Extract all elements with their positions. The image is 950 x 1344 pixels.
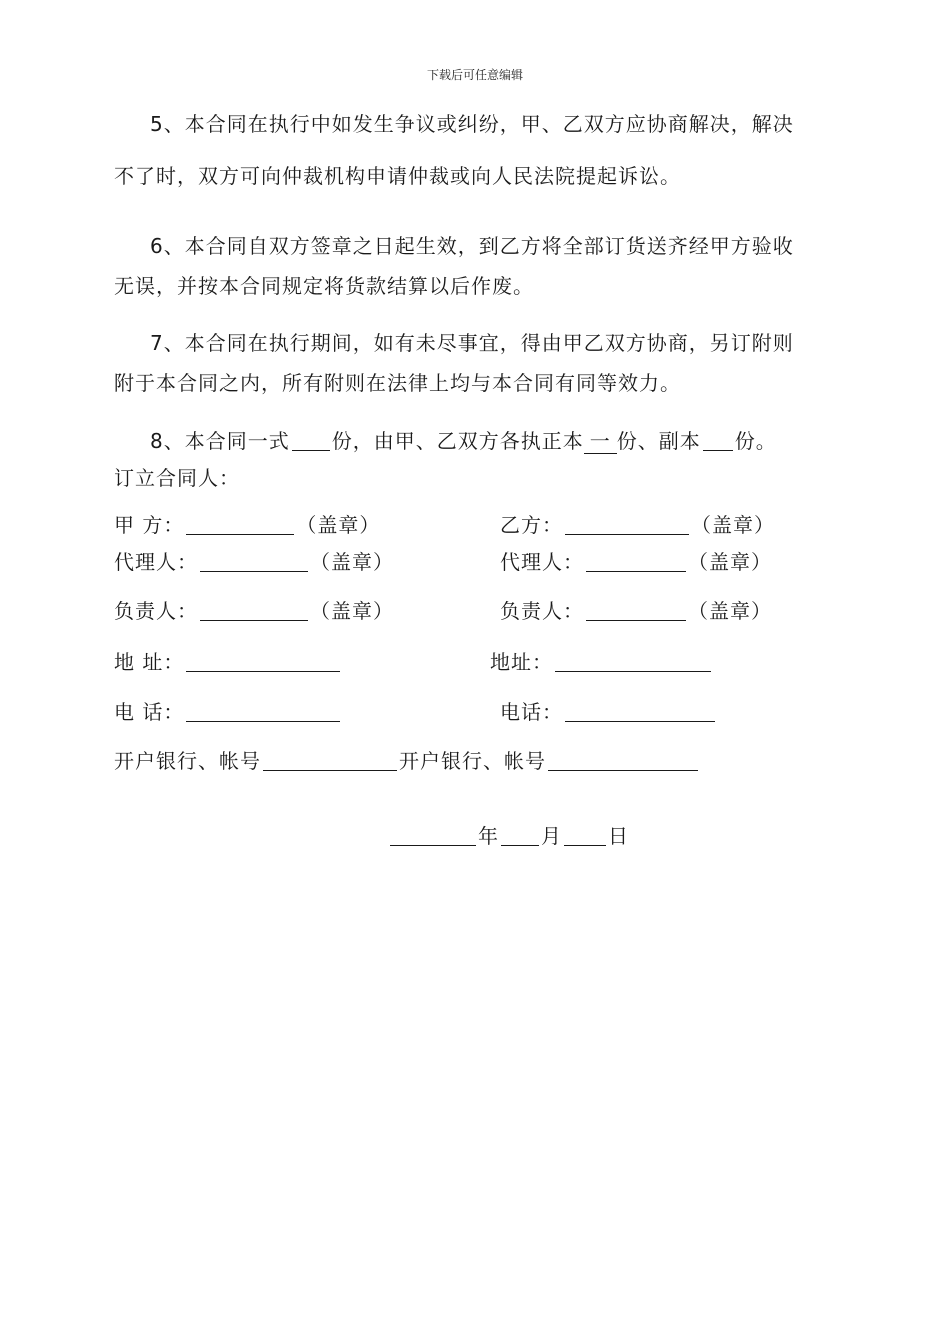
page-header: 下载后可任意编辑 [426,68,523,82]
party-a-address-row [114,646,342,675]
party-b-name-label: 乙方： [500,513,563,537]
party-a-address-label: 地 址： [114,650,185,674]
clause-8-part-2: 份，由甲、乙双方各执正本 [331,429,584,453]
party-b-agent-label: 代理人： [500,550,584,574]
party-a-agent-label: 代理人： [114,550,198,574]
party-a-head-field[interactable] [200,600,308,621]
party-a-head-row [114,595,394,624]
party-a-name-label: 甲 方： [114,513,185,537]
clause-7-line-2: 附于本合同之内，所有附则在法律上均与本合同有同等效力。 [114,371,681,395]
party-a-bank-field[interactable] [263,750,397,771]
month-field[interactable] [501,825,539,846]
party-a-phone-label: 电 话： [114,700,185,724]
party-b-name-field[interactable] [565,514,689,535]
clause-5-line-2: 不了时，双方可向仲裁机构申请仲裁或向人民法院提起诉讼。 [114,164,681,188]
party-b-head-row [500,595,772,624]
party-b-bank-label: 开户银行、帐号 [399,749,546,773]
clause-8-part-4: 份、副本 [616,429,701,453]
party-a-name-row [114,509,380,538]
month-label: 月 [541,824,562,848]
bank-account-row [114,745,700,774]
party-b-agent-seal: （盖章） [688,550,772,574]
copies-total-blank[interactable] [292,430,330,451]
party-b-head-seal: （盖章） [688,599,772,623]
signatories-heading: 订立合同人： [114,466,240,490]
party-a-seal-label: （盖章） [296,513,381,537]
party-b-address-row [490,646,713,675]
party-a-address-field[interactable] [186,651,340,672]
day-field[interactable] [564,825,606,846]
party-a-phone-row [114,696,342,725]
party-b-head-field[interactable] [586,600,686,621]
day-label: 日 [608,824,629,848]
clause-8-part-1: 8、本合同一式 [150,429,290,453]
original-copies-value[interactable]: 一 [584,429,617,454]
party-a-head-label: 负责人： [114,599,198,623]
party-b-agent-field[interactable] [586,551,686,572]
duplicate-copies-blank[interactable] [703,430,733,451]
party-b-phone-field[interactable] [565,701,715,722]
year-label: 年 [478,824,499,848]
party-b-address-label: 地址： [490,650,553,674]
clause-6-line-1: 6、本合同自双方签章之日起生效，到乙方将全部订货送齐经甲方验收 [150,234,794,258]
year-field[interactable] [390,825,476,846]
party-a-agent-row [114,546,394,575]
clause-6-line-2: 无误，并按本合同规定将货款结算以后作废。 [114,274,534,298]
party-b-phone-row [500,696,717,725]
party-b-head-label: 负责人： [500,599,584,623]
party-b-name-row [500,509,775,538]
clause-8 [150,425,777,454]
party-b-bank-field[interactable] [548,750,698,771]
signing-date [388,820,629,849]
party-b-agent-row [500,546,772,575]
clause-8-part-5: 份。 [734,429,777,453]
party-a-name-field[interactable] [186,514,294,535]
party-a-agent-seal: （盖章） [310,550,394,574]
party-b-phone-label: 电话： [500,700,563,724]
clause-7-line-1: 7、本合同在执行期间，如有未尽事宜，得由甲乙双方协商，另订附则 [150,331,794,355]
party-a-bank-label: 开户银行、帐号 [114,749,261,773]
party-a-head-seal: （盖章） [310,599,394,623]
party-a-phone-field[interactable] [186,701,340,722]
party-a-agent-field[interactable] [200,551,308,572]
clause-5-line-1: 5、本合同在执行中如发生争议或纠纷，甲、乙双方应协商解决，解决 [150,112,794,136]
party-b-address-field[interactable] [555,651,711,672]
party-b-seal-label: （盖章） [691,513,775,537]
